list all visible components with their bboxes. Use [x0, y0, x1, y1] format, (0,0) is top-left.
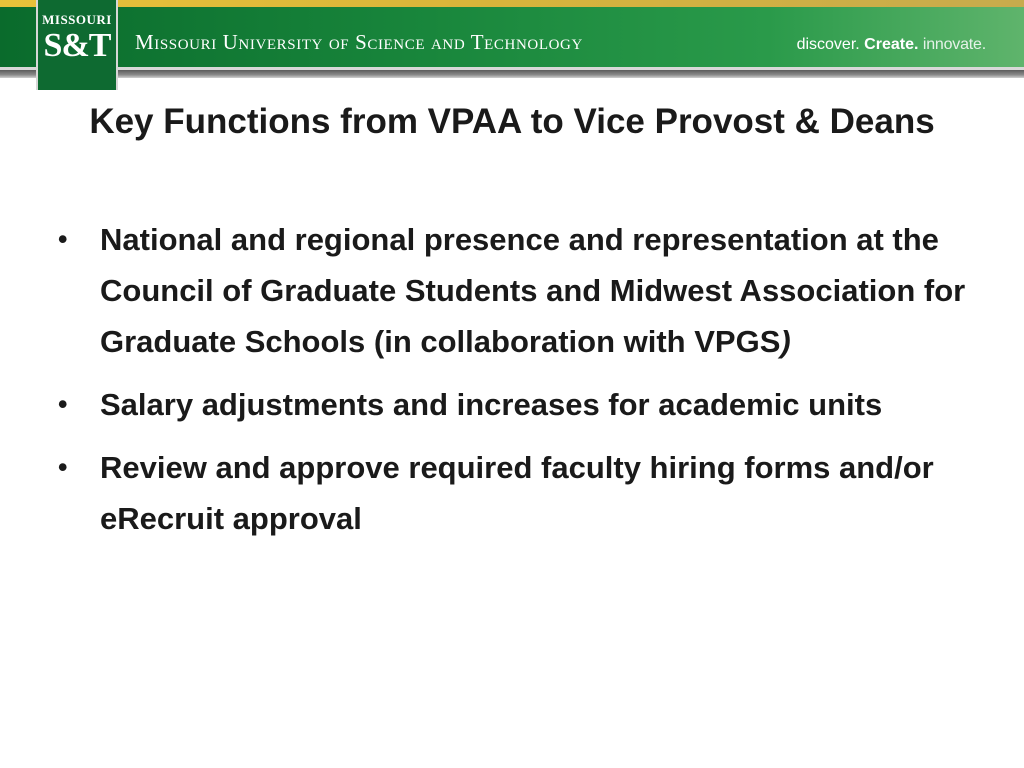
bullet-item — [58, 442, 968, 544]
tagline-create: Create. — [864, 36, 919, 53]
tagline-discover: discover. — [796, 36, 860, 53]
university-logo — [36, 0, 118, 90]
header-shadow-bar — [0, 70, 1024, 78]
bullet-marker: • — [58, 452, 68, 482]
header-gold-stripe — [0, 0, 1024, 7]
university-name: Missouri University of Science and Technology — [135, 30, 583, 54]
slide-title: Key Functions from VPAA to Vice Provost & Deans — [89, 102, 935, 141]
bullet-text: Review and approve required faculty hiring forms and/or eRecruit approval — [100, 450, 934, 536]
bullet-list — [58, 214, 968, 556]
bullet-item — [58, 214, 968, 367]
logo-top-text: MISSOURI — [42, 12, 112, 27]
logo-main-text: S&T — [43, 27, 111, 64]
bullet-text-tail: ) — [780, 324, 791, 359]
bullet-marker: • — [58, 224, 68, 254]
bullet-text: Salary adjustments and increases for academic units — [100, 387, 883, 422]
bullet-item — [58, 379, 968, 430]
tagline — [797, 36, 986, 54]
bullet-text: National and regional presence and representation at the Council of Graduate Students and Midwest Association for Graduate Schools (in collaboration with VPGS — [100, 222, 966, 359]
tagline-innovate: innovate. — [922, 36, 986, 53]
bullet-marker: • — [58, 389, 68, 419]
